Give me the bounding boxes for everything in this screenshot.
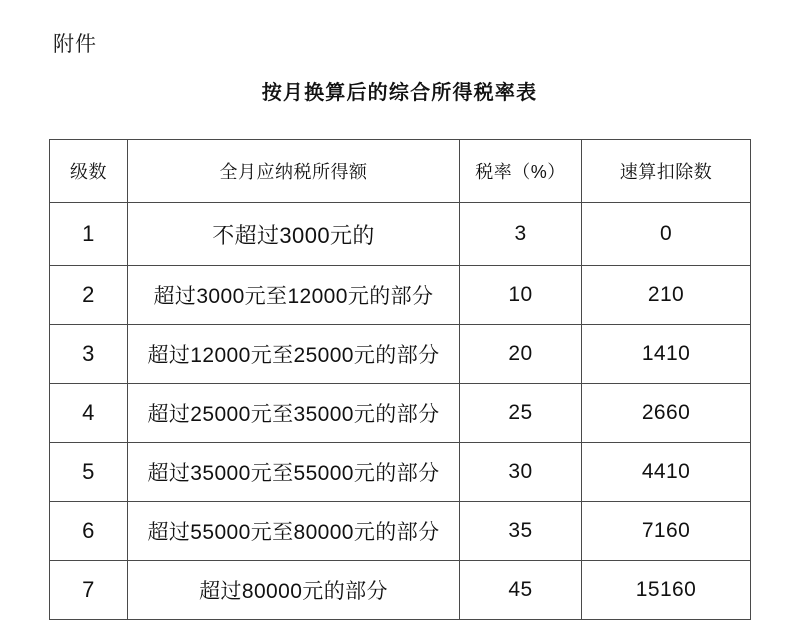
table-row: [50, 203, 751, 266]
cell-level: 7: [50, 561, 128, 620]
cell-deduction: 210: [582, 266, 751, 325]
cell-deduction: 15160: [582, 561, 751, 620]
cell-rate: 20: [460, 325, 582, 384]
table-row: [50, 502, 751, 561]
page-title: 按月换算后的综合所得税率表: [261, 82, 538, 104]
tax-rate-table: [49, 139, 751, 620]
cell-rate: 30: [460, 443, 582, 502]
cell-level: 1: [50, 203, 128, 266]
cell-rate: 45: [460, 561, 582, 620]
column-header-rate: 税率（%）: [460, 140, 582, 203]
column-header-deduction: 速算扣除数: [582, 140, 751, 203]
cell-rate: 35: [460, 502, 582, 561]
cell-level: 6: [50, 502, 128, 561]
table-row: [50, 443, 751, 502]
cell-bracket: 超过3000元至12000元的部分: [128, 266, 460, 325]
cell-rate: 3: [460, 203, 582, 266]
cell-level: 3: [50, 325, 128, 384]
cell-deduction: 4410: [582, 443, 751, 502]
cell-rate: 25: [460, 384, 582, 443]
cell-bracket: 超过25000元至35000元的部分: [128, 384, 460, 443]
cell-bracket: 不超过3000元的: [128, 203, 460, 266]
cell-level: 4: [50, 384, 128, 443]
table-row: [50, 266, 751, 325]
cell-rate: 10: [460, 266, 582, 325]
cell-bracket: 超过35000元至55000元的部分: [128, 443, 460, 502]
cell-deduction: 1410: [582, 325, 751, 384]
table-row: [50, 325, 751, 384]
cell-level: 5: [50, 443, 128, 502]
table-row: [50, 384, 751, 443]
cell-deduction: 0: [582, 203, 751, 266]
cell-bracket: 超过55000元至80000元的部分: [128, 502, 460, 561]
column-header-bracket: 全月应纳税所得额: [128, 140, 460, 203]
table-row: [50, 561, 751, 620]
cell-deduction: 7160: [582, 502, 751, 561]
attachment-label: 附件: [53, 33, 97, 56]
table-header-row: [50, 140, 751, 203]
cell-bracket: 超过12000元至25000元的部分: [128, 325, 460, 384]
cell-bracket: 超过80000元的部分: [128, 561, 460, 620]
cell-deduction: 2660: [582, 384, 751, 443]
column-header-level: 级数: [50, 140, 128, 203]
cell-level: 2: [50, 266, 128, 325]
